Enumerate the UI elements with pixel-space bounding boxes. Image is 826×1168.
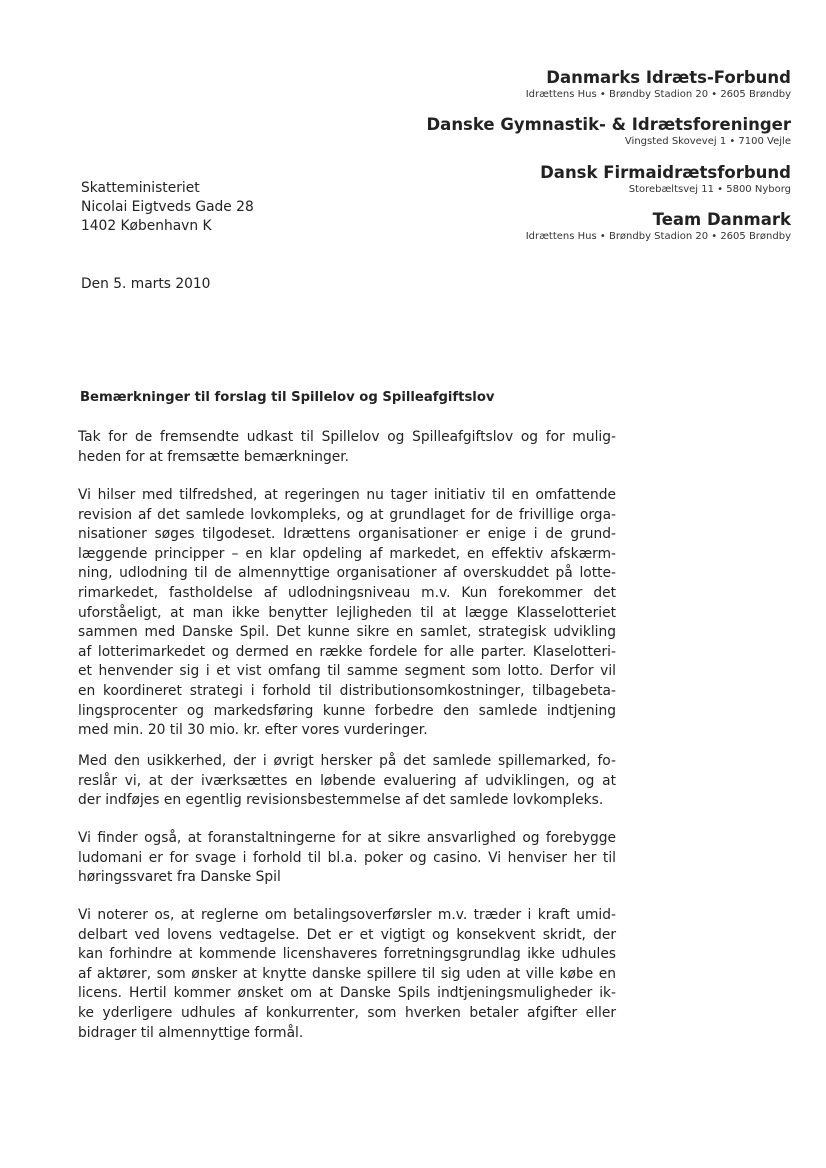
text-line: ludomani er for svage i forhold til bl.a. poker og casino. Vi henviser her til (78, 849, 616, 866)
letterhead-org-2 (426, 115, 791, 149)
text-line: høringssvaret fra Danske Spil (78, 869, 281, 886)
text-line: lingsprocenter og markedsføring kunne forbedre den samlede indtjening (78, 702, 616, 719)
letter-subject: Bemærkninger til forslag til Spillelov og Spilleafgiftslov (80, 390, 495, 405)
text-line: nisationer søges tilgodeset. Idrættens organisationer er enige i de grund- (78, 526, 616, 543)
text-line: Vi hilser med tilfredshed, at regeringen nu tager initiativ til en omfattende (78, 487, 616, 503)
text-line: Vi finder også, at foranstaltningerne for at sikre ansvarlighed og forebygge (78, 830, 616, 846)
letterhead-org-3 (540, 163, 791, 197)
recipient-line: 1402 København K (81, 218, 212, 234)
org-name: Team Danmark (652, 210, 791, 229)
org-name: Dansk Firmaidrætsforbund (540, 163, 791, 182)
text-line: et henvender sig i et vist omfang til samme segment som lotto. Derfor vil (78, 663, 616, 680)
text-line: delbart ved lovens vedtagelse. Det er et vigtigt og konsekvent skridt, der (78, 926, 616, 943)
letterhead-org-4 (526, 210, 791, 244)
text-line: en koordineret strategi i forhold til distributionsomkostninger, tilbagebeta- (78, 682, 616, 699)
org-address: Idrættens Hus • Brøndby Stadion 20 • 2605 Brøndby (525, 89, 791, 100)
text-line: uforståeligt, at man ikke benytter lejligheden til at lægge Klasselotteriet (78, 604, 616, 621)
org-name: Danmarks Idræts-Forbund (546, 68, 791, 87)
body-paragraph-5 (78, 906, 616, 1043)
body-paragraph-4 (78, 829, 616, 888)
text-line: bidrager til almennyttige formål. (78, 1024, 304, 1041)
text-line: licens. Hertil kommer ønsket om at Danske Spils indtjeningsmuligheder ik- (78, 985, 616, 1002)
text-line: af aktører, som ønsker at knytte danske spillere til sig uden at ville købe en (78, 965, 616, 982)
text-line: med min. 20 til 30 mio. kr. efter vores vurderinger. (78, 722, 428, 739)
letter-date: Den 5. marts 2010 (81, 276, 211, 292)
text-line: af lotterimarkedet og dermed en række fordele for alle parter. Klaselotteri- (78, 643, 616, 660)
org-name: Danske Gymnastik- & Idrætsforeninger (426, 115, 791, 134)
body-paragraph-2 (78, 486, 616, 741)
text-line: Tak for de fremsendte udkast til Spillelov og Spilleafgiftslov og for mulig- (78, 429, 616, 445)
text-line: rimarkedet, fastholdelse af udlodningsniveau m.v. Kun forekommer det (78, 584, 616, 601)
letterhead-org-1 (526, 68, 791, 102)
text-line: kan forhindre at kommende licenshaveres forretningsgrundlag ikke udhules (78, 946, 616, 963)
text-line: der indføjes en egentlig revisionsbestemmelse af det samlede lovkompleks. (78, 792, 604, 809)
text-line: Vi noterer os, at reglerne om betalingsoverførsler m.v. træder i kraft umid- (78, 907, 616, 923)
text-line: heden for at fremsætte bemærkninger. (78, 448, 350, 465)
recipient-line: Skatteministeriet (81, 180, 200, 196)
text-line: sammen med Danske Spil. Det kunne sikre en samlet, strategisk udvikling (78, 624, 616, 641)
text-line: ning, udlodning til de almennyttige organisationer af overskuddet på lotte- (78, 565, 616, 582)
text-line: Med den usikkerhed, der i øvrigt hersker på det samlede spillemarked, fo- (78, 753, 616, 769)
text-line: læggende principper – en klar opdeling af markedet, en effektiv afskærm- (78, 545, 616, 562)
text-line: ke yderligere udhules af konkurrenter, som hverken betaler afgifter eller (78, 1004, 616, 1021)
text-line: reslår vi, at der iværksættes en løbende evaluering af udviklingen, og at (78, 772, 616, 789)
recipient-line: Nicolai Eigtveds Gade 28 (81, 199, 254, 215)
body-paragraph-1 (78, 428, 616, 467)
org-address: Vingsted Skovevej 1 • 7100 Vejle (624, 136, 791, 147)
org-address: Idrættens Hus • Brøndby Stadion 20 • 2605 Brøndby (525, 231, 791, 242)
org-address: Storebæltsvej 11 • 5800 Nyborg (628, 184, 791, 195)
body-paragraph-3 (78, 752, 616, 811)
text-line: revision af det samlede lovkompleks, og at grundlaget for de frivillige orga- (78, 506, 616, 523)
recipient-address (81, 179, 254, 236)
